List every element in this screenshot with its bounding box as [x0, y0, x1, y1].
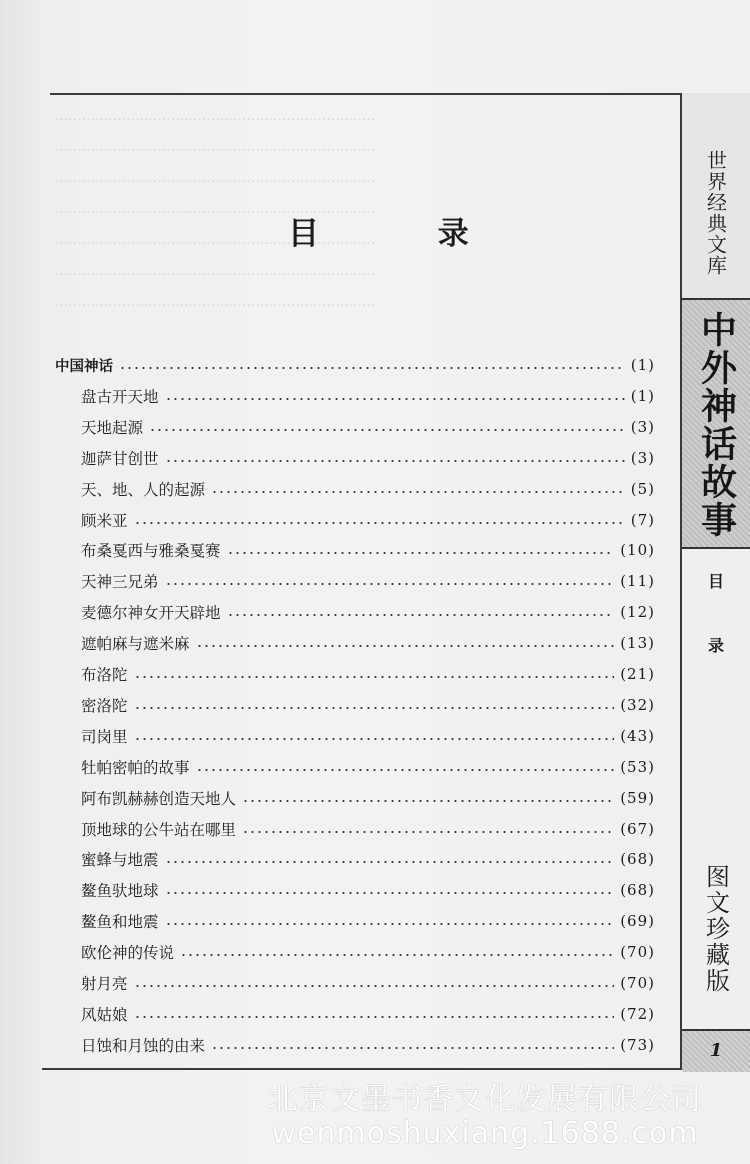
dot-leader	[227, 552, 615, 554]
dot-leader	[211, 491, 625, 493]
toc-entry-page: (1)	[630, 356, 655, 374]
toc-entry-page: (68)	[620, 881, 655, 900]
watermark-company: 北京文墨书香文化发展有限公司	[268, 1082, 702, 1117]
toc-entry-title: 麦德尔神女开天辟地	[81, 604, 221, 623]
toc-entry-title: 牡帕密帕的故事	[81, 758, 190, 777]
page-number-box	[682, 1029, 750, 1072]
watermark-url: wenmoshuxiang.1688.com	[271, 1116, 699, 1151]
series-panel	[682, 93, 750, 300]
dot-leader	[119, 367, 625, 369]
toc-entry-row	[55, 598, 655, 626]
dot-leader	[165, 892, 615, 894]
toc-entry-row	[55, 475, 655, 503]
toc-entry-row	[55, 815, 655, 843]
toc-entry-title: 阿布凯赫赫创造天地人	[81, 789, 237, 808]
dot-leader	[242, 800, 614, 802]
book-title-panel	[682, 300, 750, 549]
dot-leader	[134, 1016, 615, 1018]
toc-entry-page: (13)	[620, 634, 655, 653]
toc-entry-row	[55, 1031, 655, 1059]
toc-entry-title: 天神三兄弟	[81, 573, 159, 592]
toc-entry-page: (53)	[620, 757, 655, 776]
toc-entry-page: (72)	[620, 1004, 655, 1023]
toc-entry-page: (10)	[620, 541, 655, 560]
dot-leader	[165, 398, 625, 400]
dot-leader	[180, 954, 614, 956]
series-name: 世界经典文库	[703, 150, 728, 276]
toc-entry-page: (73)	[620, 1035, 655, 1054]
dot-leader	[165, 460, 625, 462]
dot-leader	[134, 522, 625, 524]
toc-entry-title: 顾米亚	[81, 511, 128, 530]
toc-entry-row	[55, 938, 655, 966]
dot-leader	[227, 614, 615, 616]
toc-entry-title: 日蚀和月蚀的由来	[81, 1036, 206, 1055]
toc-entry-row	[55, 907, 655, 935]
toc-entry-title: 顶地球的公牛站在哪里	[81, 820, 237, 839]
toc-entry-row	[55, 784, 655, 812]
toc-entry-title: 司岗里	[81, 727, 128, 746]
sidebar	[682, 93, 750, 1070]
dot-leader	[165, 861, 615, 863]
toc-entry-row	[55, 1000, 655, 1028]
dot-leader	[134, 985, 615, 987]
toc-entry-row	[55, 753, 655, 781]
toc-entry-row	[55, 382, 655, 410]
page-number: 1	[709, 1040, 723, 1061]
toc-entry-title: 射月亮	[81, 975, 128, 993]
toc-entry-title: 密洛陀	[81, 696, 128, 715]
dot-leader	[134, 738, 615, 740]
toc-entry-title: 天地起源	[81, 418, 144, 437]
dot-leader	[211, 1047, 614, 1049]
dot-leader	[134, 676, 615, 678]
toc-section-row	[55, 351, 655, 379]
page-title: 目 录	[288, 216, 523, 252]
toc-entry-page: (21)	[620, 665, 655, 683]
toc-entry-page: (70)	[620, 943, 655, 962]
dot-leader	[165, 583, 615, 585]
book-title: 中外神话故事	[695, 311, 737, 539]
toc-entry-title: 盘古开天地	[81, 387, 159, 406]
toc-entry-title: 遮帕麻与遮米麻	[81, 635, 190, 654]
toc-entry-page: (5)	[630, 479, 655, 498]
dot-leader	[196, 645, 615, 647]
toc-entry-title: 布桑戛西与雅桑戛赛	[81, 542, 221, 561]
toc-entry-page: (7)	[630, 510, 655, 529]
toc-entry-page: (3)	[630, 448, 655, 467]
toc-entry-page: (43)	[620, 726, 655, 745]
toc-entry-row	[55, 969, 655, 997]
toc-entry-row	[55, 876, 655, 904]
toc-entry-page: (3)	[630, 417, 655, 436]
toc-entry-page: (69)	[620, 912, 655, 931]
bleed-through-text: ········································································ ········································································ ········································································ ········································································ ········································································ ········································································ ········································································	[55, 112, 376, 314]
bottom-rule	[42, 1068, 682, 1070]
toc-entry-page: (70)	[620, 974, 655, 992]
toc-entry-title: 中国神话	[55, 358, 113, 375]
toc-entry-title: 鳌鱼和地震	[81, 913, 159, 932]
toc-entry-page: (32)	[620, 695, 655, 714]
toc-entry-row	[55, 536, 655, 564]
toc-entry-page: (11)	[620, 572, 655, 591]
toc-entry-title: 布洛陀	[81, 666, 128, 684]
toc-entry-page: (12)	[620, 603, 655, 622]
toc-entry-row	[55, 691, 655, 719]
dot-leader	[165, 923, 615, 925]
dot-leader	[149, 429, 625, 431]
top-rule	[50, 93, 682, 95]
toc-entry-title: 欧伦神的传说	[81, 944, 175, 963]
dot-leader	[196, 769, 615, 771]
dot-leader	[242, 831, 614, 833]
edition-label: 图文珍藏版	[701, 864, 730, 994]
toc-entry-title: 鳌鱼驮地球	[81, 882, 159, 901]
toc-entry-row	[55, 413, 655, 441]
toc-entry-page: (59)	[620, 788, 655, 807]
dot-leader	[134, 707, 615, 709]
toc-entry-title: 迦萨甘创世	[81, 449, 159, 468]
toc-entry-page: (68)	[620, 850, 655, 869]
toc-entry-page: (67)	[620, 819, 655, 838]
toc-entry-row	[55, 444, 655, 472]
section-panel	[682, 551, 750, 1031]
section-char-1: 目	[707, 572, 724, 591]
toc-entry-row	[55, 506, 655, 534]
toc-entry-row	[55, 567, 655, 595]
toc-entry-title: 风姑娘	[81, 1005, 128, 1024]
toc-entry-row	[55, 845, 655, 873]
toc-entry-row	[55, 660, 655, 688]
toc-entry-title: 蜜蜂与地震	[81, 851, 159, 870]
toc-entry-title: 天、地、人的起源	[81, 480, 206, 499]
section-char-2: 录	[707, 636, 724, 655]
toc-entry-row	[55, 629, 655, 657]
toc-entry-row	[55, 722, 655, 750]
toc-entry-page: (1)	[630, 386, 655, 405]
